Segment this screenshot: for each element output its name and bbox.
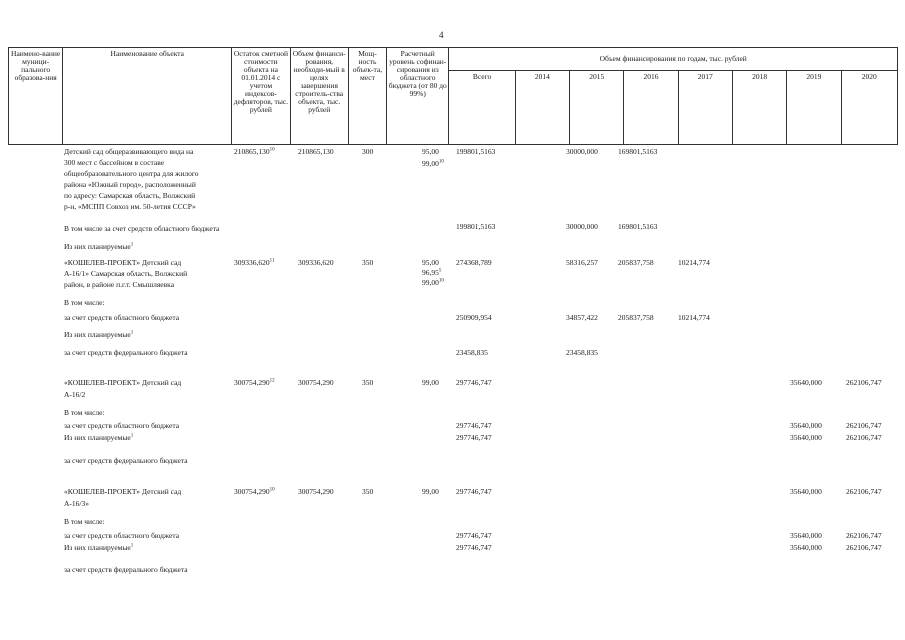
header-funding-volume: Объем финанси-рования, необходи-мый в целях завершения строитель-ства объекта, тыс. рублей [290,48,348,145]
entry-2-name-line: район, в районе п.г.т. Смышляевка [64,280,175,289]
entry-2-regional-2015: 34857,422 [566,313,598,322]
entry-4-including-label: В том числе: [64,517,105,526]
header-capacity: Мощ-ность объек-та, мест [348,48,386,145]
header-cofinancing: Расчетный уровень софинан-сирования из областного бюджета (от 80 до 99%) [387,48,449,145]
entry-2-cofin-value: 99,00$^{10}$ [422,278,444,287]
entry-3-year-2019: 35640,000 [790,378,822,387]
entry-4-cofin-value: 99,00 [422,487,439,496]
header-year-2014: 2014 [515,71,569,145]
header-remaining-cost: Остаток сметной стоимости объекта на 01.01.2014 с учетом индексов-дефляторов, тыс. рублей [232,48,290,145]
entry-4-planned-total: 297746,747 [456,543,492,552]
entry-1-regional-budget-label: В том числе за счет средств областного бюджета [64,224,220,233]
entry-1-name-line: 300 мест с бассейном в составе [64,158,165,167]
entry-2-cofin-value: 96,95$^5$ [422,268,442,277]
entry-1-name-line: Детский сад общеразвивающего вида на [64,147,194,156]
header-year-2015: 2015 [570,71,624,145]
entry-3-funding-volume: 300754,290 [298,378,334,387]
header-year-2017: 2017 [678,71,732,145]
entry-4-name-line: «КОШЕЛЕВ-ПРОЕКТ» Детский сад [64,487,182,496]
header-year-2018: 2018 [732,71,786,145]
entry-4-regional-budget-label: за счет средств областного бюджета [64,531,180,540]
header-yearly-group: Объем финансирования по годам, тыс. рублей [449,48,898,71]
entry-4-capacity: 350 [362,487,374,496]
entry-3-regional-2020: 262106,747 [846,421,882,430]
entry-2-federal-2015: 23458,835 [566,348,598,357]
entry-2-capacity: 350 [362,258,374,267]
entry-2-regional-budget-label: за счет средств областного бюджета [64,313,180,322]
entry-4-funding-volume: 300754,290 [298,487,334,496]
entry-2-federal-total: 23458,835 [456,348,488,357]
entry-1-funding-volume: 210865,130 [298,147,334,156]
entry-3-name-line: «КОШЕЛЕВ-ПРОЕКТ» Детский сад [64,378,182,387]
header-object-name: Наименование объекта [63,48,232,145]
entry-2-year-2017: 10214,774 [678,258,710,267]
entry-1-name-line: р-н, «МСПП Совхоз им. 50-летия СССР» [64,202,196,211]
entry-4-year-2020: 262106,747 [846,487,882,496]
entry-4-name-line: А-16/3» [64,499,89,508]
entry-4-regional-total: 297746,747 [456,531,492,540]
entry-2-year-2015: 58316,257 [566,258,598,267]
entry-3-total: 297746,747 [456,378,492,387]
entry-1-name-line: по адресу: Самарская область, Волжский [64,191,196,200]
entry-3-regional-total: 297746,747 [456,421,492,430]
entry-2-name-line: «КОШЕЛЕВ-ПРОЕКТ» Детский сад [64,258,182,267]
header-year-2016: 2016 [624,71,678,145]
entry-1-planned-label: Из них планируемые$^1$ [64,242,134,251]
entry-3-year-2020: 262106,747 [846,378,882,387]
entry-3-regional-2019: 35640,000 [790,421,822,430]
entry-1-regional-2016: 169801,5163 [618,222,658,231]
entry-1-total: 199801,5163 [456,147,496,156]
entry-1-remaining-cost: 210865,130$^{10}$ [234,147,275,156]
header-municipality: Наимено-вание муници-пального образова-ния [9,48,63,145]
entry-3-federal-budget-label: за счет средств федерального бюджета [64,456,188,465]
entry-3-including-label: В том числе: [64,408,105,417]
entry-3-capacity: 350 [362,378,374,387]
entry-4-planned-2019: 35640,000 [790,543,822,552]
entry-3-planned-2019: 35640,000 [790,433,822,442]
entry-2-regional-2017: 10214,774 [678,313,710,322]
entry-2-regional-2016: 205837,758 [618,313,654,322]
entry-1-regional-2015: 30000,000 [566,222,598,231]
entry-2-cofin-value: 95,00 [422,258,439,267]
entry-1-regional-total: 199801,5163 [456,222,496,231]
entry-4-total: 297746,747 [456,487,492,496]
entry-1-cofin-value: 95,00 [422,147,439,156]
entry-2-funding-volume: 309336,620 [298,258,334,267]
entry-2-including-label: В том числе: [64,298,105,307]
entry-2-federal-budget-label: за счет средств федерального бюджета [64,348,188,357]
entry-4-federal-budget-label: за счет средств федерального бюджета [64,565,188,574]
header-total: Всего [449,71,515,145]
entry-4-remaining-cost: 300754,290$^{10}$ [234,487,275,496]
entry-3-planned-label: Из них планируемые$^1$ [64,433,134,442]
entry-2-planned-label: Из них планируемые$^1$ [64,330,134,339]
entry-3-remaining-cost: 300754,290$^{12}$ [234,378,275,387]
entry-1-year-2016: 169801,5163 [618,147,658,156]
entry-3-planned-total: 297746,747 [456,433,492,442]
entry-4-planned-2020: 262106,747 [846,543,882,552]
entry-2-name-line: А-16/1» Самарская область, Волжский [64,269,188,278]
entry-4-regional-2019: 35640,000 [790,531,822,540]
entry-1-name-line: общеобразовательного центра для жилого [64,169,199,178]
entry-2-year-2016: 205837,758 [618,258,654,267]
page-number: 4 [439,30,444,40]
financing-table-header [8,47,898,145]
entry-1-name-line: района «Южный город», расположенный [64,180,196,189]
entry-4-regional-2020: 262106,747 [846,531,882,540]
entry-2-remaining-cost: 309336,620$^{11}$ [234,258,275,267]
entry-1-capacity: 300 [362,147,374,156]
entry-2-total: 274368,789 [456,258,492,267]
header-year-2019: 2019 [787,71,841,145]
entry-1-year-2015: 30000,000 [566,147,598,156]
entry-1-cofin-value: 99,00$^{10}$ [422,159,444,168]
entry-4-year-2019: 35640,000 [790,487,822,496]
entry-3-regional-budget-label: за счет средств областного бюджета [64,421,180,430]
entry-3-planned-2020: 262106,747 [846,433,882,442]
entry-2-regional-total: 250909,954 [456,313,492,322]
header-year-2020: 2020 [841,71,897,145]
entry-4-planned-label: Из них планируемые$^1$ [64,543,134,552]
entry-3-name-line: А-16/2 [64,390,86,399]
entry-3-cofin-value: 99,00 [422,378,439,387]
